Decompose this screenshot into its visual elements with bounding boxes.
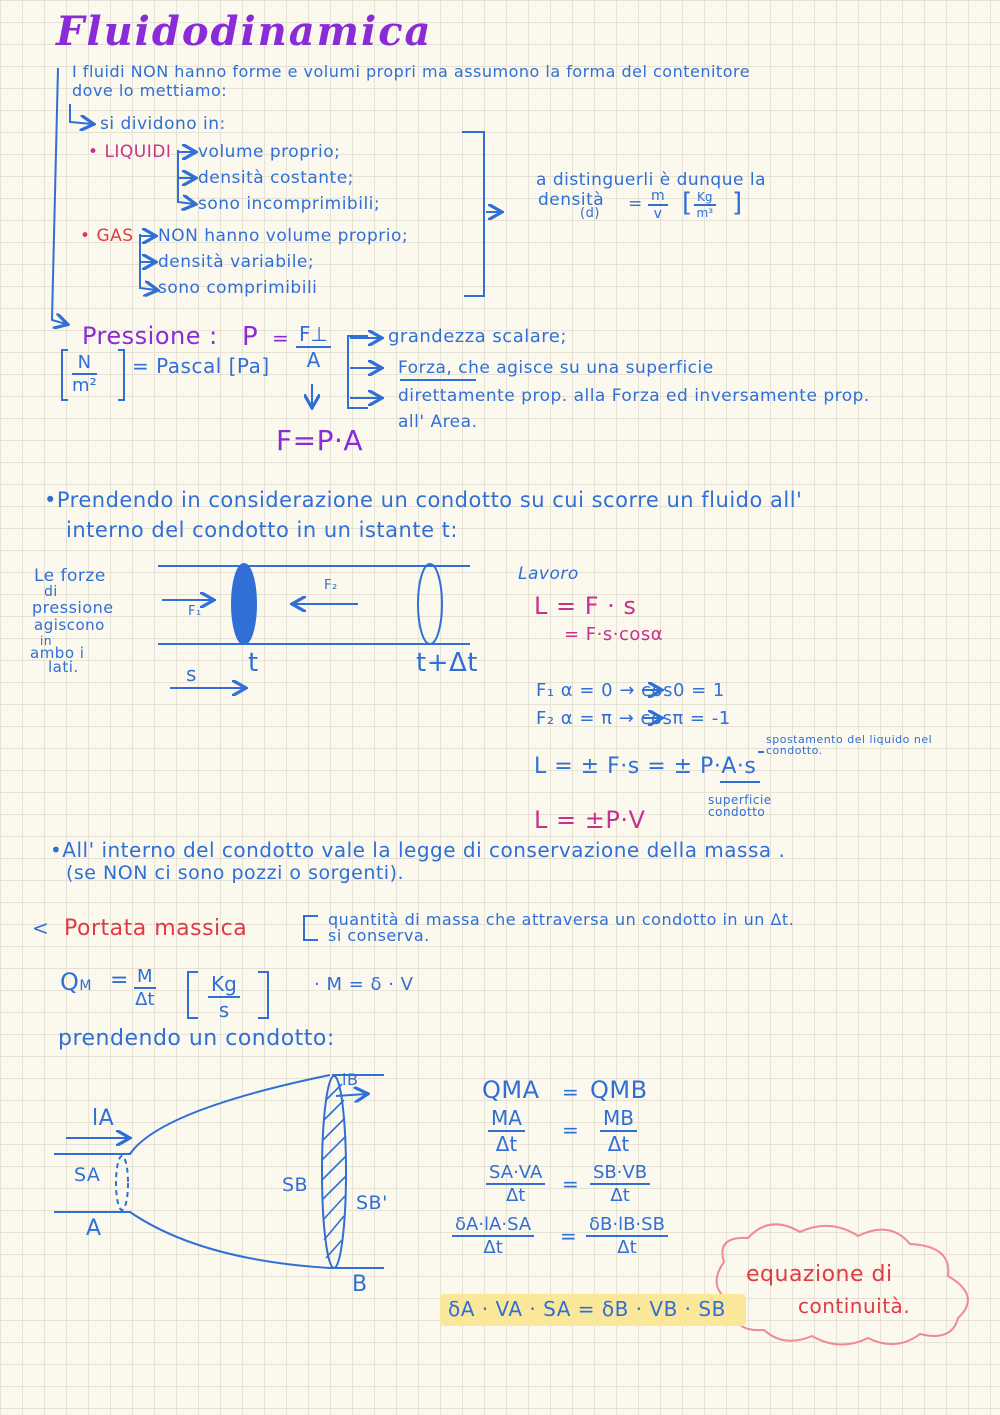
- pressione-eq: =: [272, 326, 290, 350]
- force-formula: F=P·A: [276, 424, 364, 457]
- pressione-prop: Forza, che agisce su una superficie: [398, 358, 714, 378]
- pressione-prop: direttamente prop. alla Forza ed inversamente prop.: [398, 386, 870, 406]
- sb-label: SB: [282, 1174, 309, 1196]
- portata-def-1: quantità di massa che attraversa un condotto in un Δt.: [328, 910, 795, 929]
- gas-item: densità variabile;: [158, 252, 315, 272]
- eq3-left: $\frac{SA\cdot VA}{\Delta t}$: [486, 1162, 545, 1206]
- condotto-line-2: interno del condotto in un istante t:: [66, 518, 458, 542]
- mass-formula: · M = δ · V: [314, 974, 414, 995]
- pressione-fraction: $\frac{F\perp}{A}$: [296, 322, 331, 372]
- massa-line-1: •All' interno del condotto vale la legge di conservazione della massa .: [50, 838, 786, 862]
- final-equation: δA · VA · SA = δB · VB · SB: [448, 1297, 726, 1321]
- distinguish-text: a distinguerli è dunque la: [536, 170, 766, 190]
- sb-prime-label: SB': [356, 1192, 388, 1214]
- la-label: lA: [92, 1106, 115, 1131]
- side-note: pressione: [32, 598, 114, 617]
- eq1-sign: =: [562, 1080, 580, 1104]
- s-label: s: [186, 662, 197, 686]
- prendendo-text: prendendo un condotto:: [58, 1026, 335, 1051]
- eq4-left: $\frac{\delta A\cdot lA\cdot SA}{\Delta t}$: [452, 1214, 534, 1258]
- a-label: A: [86, 1216, 102, 1241]
- eq3-sign: =: [562, 1172, 580, 1196]
- q-unit-fraction: $\frac{Kg}{s}$: [208, 972, 240, 1022]
- f2-label: F₂: [324, 578, 338, 593]
- gas-label: • GAS: [80, 226, 134, 246]
- pressione-unit: = Pascal [Pa]: [132, 354, 270, 378]
- portata-def-2: si conserva.: [328, 926, 430, 945]
- cloud-text-2: continuità.: [798, 1294, 911, 1318]
- density-unit-fraction: $\frac{Kg}{\text{m³}}$: [694, 190, 716, 220]
- f1-label: F₁: [188, 604, 202, 619]
- side-note: agiscono: [34, 616, 105, 634]
- density-unit-bracket-left: [: [682, 188, 693, 218]
- lb-label: lB: [342, 1070, 359, 1089]
- density-unit-bracket-right: ]: [732, 188, 743, 218]
- pressione-prop: grandezza scalare;: [388, 326, 567, 347]
- gas-item: sono comprimibili: [158, 278, 318, 298]
- side-note: in: [40, 634, 52, 648]
- eq2-right: $\frac{MB}{\Delta t}$: [600, 1106, 637, 1156]
- side-note: Le forze: [34, 566, 106, 586]
- work-eq-4: L = ±P·V: [534, 806, 646, 834]
- pressione-unit-fraction: $\frac{N}{\text{m²}}$: [72, 352, 97, 396]
- q-symbol: QM: [60, 968, 92, 996]
- eq4-right: $\frac{\delta B\cdot lB\cdot SB}{\Delta t}$: [586, 1214, 668, 1258]
- intro-line-2: dove lo mettiamo:: [72, 81, 228, 100]
- eq3-right: $\frac{SB\cdot VB}{\Delta t}$: [590, 1162, 650, 1206]
- eq1-right: QMB: [590, 1076, 648, 1104]
- work-eq-3: L = ± F·s = ± P·A·s: [534, 754, 757, 779]
- distinguish-symbol: (d): [580, 206, 600, 221]
- t-label: t: [248, 648, 259, 678]
- spostamento-note: spostamento del liquido nel condotto.: [766, 733, 933, 757]
- portata-label: Portata massica: [64, 916, 248, 941]
- q-eq: =: [110, 968, 129, 993]
- eq4-sign: =: [560, 1224, 578, 1248]
- gas-item: NON hanno volume proprio;: [158, 226, 409, 246]
- pressione-label: Pressione :: [82, 322, 218, 350]
- q-fraction: $\frac{M}{\Delta t}$: [135, 966, 155, 1010]
- pressione-prop: all' Area.: [398, 412, 478, 432]
- work-eq-1: L = F · s: [534, 592, 637, 620]
- portata-bullet: <: [32, 916, 50, 940]
- work-f1: F₁ α = 0 → cos0 = 1: [536, 680, 725, 701]
- work-eq-2: = F·s·cosα: [564, 624, 664, 645]
- density-fraction: $\frac{m}{v}$: [648, 188, 668, 222]
- eq2-sign: =: [562, 1118, 580, 1142]
- sa-label: SA: [74, 1164, 101, 1186]
- eq1-left: QMA: [482, 1076, 540, 1104]
- liquidi-item: sono incomprimibili;: [198, 194, 381, 214]
- side-note: ambo i: [30, 644, 85, 662]
- b-label: B: [352, 1272, 368, 1297]
- work-f2: F₂ α = π → cosπ = -1: [536, 708, 731, 729]
- outline-vertical-line: [52, 68, 66, 324]
- tdt-label: t+Δt: [416, 648, 478, 678]
- distinguish-word: densità: [538, 190, 605, 210]
- massa-line-2: (se NON ci sono pozzi o sorgenti).: [66, 862, 405, 884]
- superficie-note: superficie condotto: [708, 793, 772, 819]
- divide-text: si dividono in:: [100, 114, 226, 134]
- liquidi-label: • LIQUIDI: [88, 142, 172, 162]
- page-title: Fluidodinamica: [56, 8, 433, 55]
- lavoro-label: Lavoro: [518, 564, 579, 584]
- cloud-text-1: equazione di: [746, 1262, 893, 1287]
- eq2-left: $\frac{MA}{\Delta t}$: [488, 1106, 525, 1156]
- distinguish-eq: =: [628, 194, 643, 214]
- intro-line-1: I fluidi NON hanno forme e volumi propri ma assumono la forma del contenitore: [72, 62, 751, 81]
- side-note: di: [44, 584, 58, 600]
- liquidi-item: volume proprio;: [198, 142, 341, 162]
- condotto-line-1: •Prendendo in considerazione un condotto su cui scorre un fluido all': [44, 488, 803, 512]
- pressione-P: P: [242, 322, 259, 352]
- liquidi-item: densità costante;: [198, 168, 354, 188]
- side-note: lati.: [48, 658, 79, 676]
